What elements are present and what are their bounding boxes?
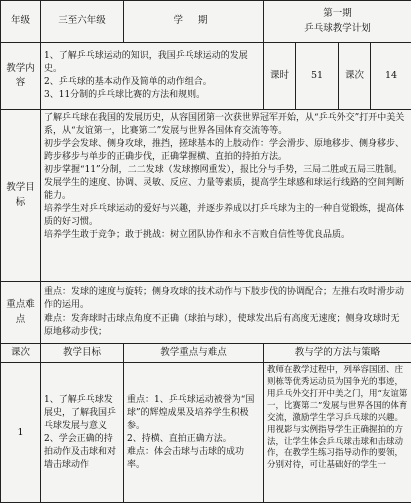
lesson-goals (41, 363, 124, 503)
goal-paragraph: 初步掌握“11”分制，二二发球（发球擦网重发），报比分与手势，三局二胜或五局三胜制。 (44, 164, 408, 177)
lesson-keys (124, 363, 264, 503)
goals-body (41, 110, 411, 282)
goal-paragraph: 初步学会发球、侧身攻球，推挡，搓球基本的上肢动作：学会滑步、原地移步、侧身移步、跨步移步与单步的正确步伐，正确掌握横、直拍的持拍方法。 (44, 138, 408, 164)
plan-heading (264, 1, 411, 43)
lesson-key: 重点：1、乒乓球运动被誉为“国球”的辉煌成果及培养学生积极参。 (127, 394, 260, 433)
lesson-methods: 教师在教学过程中，列举容国团、庄则栋等优秀运动员为国争光的事迹，用乒乓外交打开中美之门，用“友谊第一，比赛第二”发展与世界各国的体育交流，激励学生学习乒乓球的兴趣。用视影与实例指导学生正确握拍的方法，让学生体会乒乓球击球和击球动作，在教学生练习指导动作的要领，分别对待，可让基础好的学生一 (264, 363, 411, 503)
grade-value: 三至六年级 (41, 1, 124, 43)
lesson-goal: 2、学会正确的持拍动作及击球和对墙击球动作 (44, 433, 120, 472)
lesson-keys-header: 教学重点与难点 (124, 344, 264, 363)
content-item: 1、了解乒乓球运动的知识，我国乒乓球运动的发展史。 (44, 50, 260, 76)
header-row (1, 1, 411, 43)
lesson-goal: 1、了解乒乓球发展史，了解我国乒乓球发展与意义 (44, 394, 120, 433)
key-label: 重点难点 (1, 282, 41, 344)
lesson-key: 难点：体会击球与击球的成功率。 (127, 446, 260, 472)
goal-paragraph: 了解乒乓球在我国的发展历史，从容国团第一次获世界冠军开始，从“乒乓外交”打开中美关系，从“友谊第一，比赛第二”发展与世界各国体育交流等等。 (44, 112, 408, 138)
goal-paragraph: 培养学生对乒乓球运动的爱好与兴趣，并逐步养成以打乒乓球为主的一种自觉锻炼，提高体质的好习惯。 (44, 203, 408, 229)
lessons-label: 课次 (339, 43, 371, 110)
goal-paragraph: 培养学生敢于竞争；敢于挑战：树立团队协作和永不言败自信性等优良品质。 (44, 229, 408, 242)
lesson-number: 1 (1, 363, 41, 503)
goals-row (1, 110, 411, 282)
lesson-header-row (1, 344, 411, 363)
hours-value: 51 (296, 43, 339, 110)
lessons-value: 14 (371, 43, 411, 110)
lesson-number-header: 课次 (1, 344, 41, 363)
goals-label: 教学目标 (1, 110, 41, 282)
key-line: 重点：发球的速度与旋转；侧身攻球的技术动作与下肢步伐的协调配合；左推右攻时滑步动作的运用。 (44, 286, 408, 312)
plan-title: 乒乓球教学计划 (267, 22, 408, 36)
grade-label: 年级 (1, 1, 41, 43)
semester-label: 学 期 (124, 1, 264, 43)
content-label: 教学内容 (1, 43, 41, 110)
lesson-goals-header: 教学目标 (41, 344, 124, 363)
content-item: 2、乒乓球的基本动作及简单的动作组合。 (44, 76, 260, 89)
key-body (41, 282, 411, 344)
period-text: 第一期 (267, 7, 408, 21)
content-row (1, 43, 411, 110)
key-line: 难点：发奔球时击球点角度不正确（球拍与球），使球发出后有高度无速度；侧身攻球时无原地移动步伐； (44, 313, 408, 339)
content-item: 3、11分制的乒乓球比赛的方法和规则。 (44, 89, 260, 102)
lesson-methods-header: 教与学的方法与策略 (264, 344, 411, 363)
hours-label: 课时 (264, 43, 296, 110)
lesson-row (1, 363, 411, 503)
goal-paragraph: 发展学生的速度、协调、灵敏、反应、力量等素质，提高学生球感和球运行线路的空间判断能力。 (44, 177, 408, 203)
content-items (41, 43, 264, 110)
lesson-key: 2、持横、直拍正确方法。 (127, 433, 260, 446)
key-row (1, 282, 411, 344)
